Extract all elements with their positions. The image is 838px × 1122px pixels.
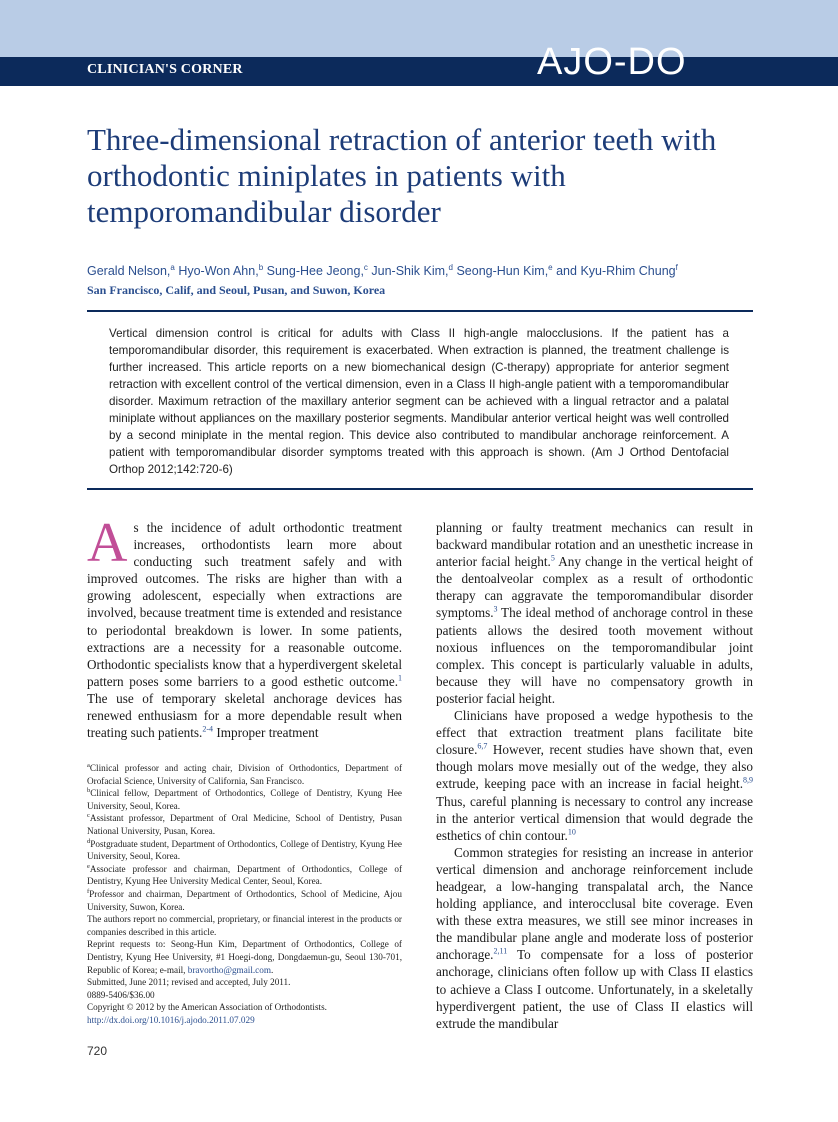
footnote [87,762,402,787]
paragraph-text: Common strategies for resisting an increase in anterior vertical dimension and anchorage reinforcement include headgear, a low-hanging transpalatal arch, the Nance holding appliance, and interocclusal bite coverage. Even with these extra measures, we still see minor increases in the mandibular plane angle and moderate loss of posterior anchorage. [436,844,753,963]
author-list [87,264,787,278]
footnote [87,787,402,812]
footnote-mark: b [87,787,91,795]
footnote [87,838,402,863]
body-paragraph [87,512,402,741]
paragraph-text: s the incidence of adult orthodontic treatment increases, orthodontists learn more about conducting such treatment safely and with improved outcomes. The risks are higher than with a growing adolescent, especially when extractions are involved, because treatment time is extended and resistance to periodontal breakdown is lower. In some patients, extractions are a necessity for a reasonable outcome. Orthodontic specialists know that a hyperdivergent skeletal pattern poses some barriers to a good esthetic outcome. [87,520,402,689]
copyright-notice: Copyright © 2012 by the American Association of Orthodontists. [87,1002,327,1013]
body-paragraph [436,844,753,1032]
footnote-text: Assistant professor, Department of Oral Medicine, School of Dentistry, Pusan National University, Pusan, Korea. [87,813,402,836]
footnote-mark: f [87,887,90,895]
email-link[interactable]: bravortho@gmail.com [187,964,271,975]
author-affil-mark: f [675,262,678,272]
reprint-text: . [271,964,274,975]
paragraph-text: Thus, careful planning is necessary to control any increase in the anterior vertical dimension that would degrade the esthetics of chin contour. [436,793,753,843]
article-title: Three-dimensional retraction of anterior teeth with orthodontic miniplates in patients with temporomandibular disorder [87,122,717,229]
reference-link[interactable]: 2,11 [493,946,508,956]
author-affil-mark: b [258,262,264,272]
page-number: 720 [87,1044,108,1058]
section-label: CLINICIAN'S CORNER [87,62,243,77]
footnote [87,888,402,913]
header-top-band [0,0,838,57]
footnote-text: Postgraduate student, Department of Orthodontics, College of Dentistry, Kyung Hee University, Seoul, Korea. [87,838,402,862]
reprint-text: Reprint requests to: Seong-Hun Kim, Department of Orthodontics, College of Dentistry, Kyung Hee University, #1 Hoegi-dong, Dongdaemun-gu, Seoul 130-701, Republic of Korea; e-mail, [87,939,402,975]
footnote-mark: a [87,761,90,769]
footnote-mark: d [87,837,91,845]
paragraph-text: Any change in the vertical height of the dentoalveolar complex as a result of orthodontic therapy can aggravate the temporomandibular disorder symptoms. [436,554,753,621]
reference-link[interactable]: 3 [493,605,498,615]
footnote-text: Professor and chairman, Department of Orthodontics, School of Medicine, Ajou University, Suwon, Korea. [87,888,402,912]
footnote-text: Clinical fellow, Department of Orthodontics, College of Dentistry, Kyung Hee University, Seoul, Korea. [87,788,402,811]
paragraph-text: planning or faulty treatment mechanics can result in backward mandibular rotation and an unesthetic increase in anterior facial height. [436,520,753,570]
body-column-right [436,519,753,1032]
paragraph-text: Improper treatment [213,725,319,741]
author-locations: San Francisco, Calif, and Seoul, Pusan, and Suwon, Korea [87,283,386,297]
author-name: Hyo-Won Ahn, [178,264,259,278]
reference-link[interactable]: 1 [398,673,402,683]
paragraph-text: However, recent studies have shown that, even though molars move mesially out of the wedge, they also extrude, keeping pace with an increase in facial height. [436,742,753,792]
body-column-left [87,512,402,741]
footnote-mark: e [87,862,90,870]
paragraph-text: The use of temporary skeletal anchorage devices has renewed enthusiasm for a more dependable result when treating such patients. [87,690,402,741]
author-affil-mark: d [448,262,453,272]
author-name: Gerald Nelson, [87,264,171,278]
doi-link[interactable]: http://dx.doi.org/10.1016/j.ajodo.2011.07.029 [87,1014,255,1025]
body-paragraph [436,707,753,844]
drop-cap: A [87,512,128,574]
footnotes [87,762,402,1026]
abstract-top-rule [87,310,753,312]
author-name: Seong-Hun Kim, [456,264,549,278]
reference-link[interactable]: 10 [567,827,576,837]
author-name: Jun-Shik Kim, [371,264,449,278]
footnote [87,863,402,888]
paragraph-text: To compensate for a loss of posterior anchorage, clinicians often follow up with Class II elastics to achieve a Class I outcome. Unfortunately, in a skeletally hyperdivergent patient, the use of Class II elastics will extrude the mandibular [436,947,753,1031]
author-affil-mark: a [170,262,175,272]
reference-link[interactable]: 6,7 [477,741,488,751]
footnote-mark: c [87,812,90,820]
reprint-note [87,938,402,976]
author-name: and Kyu-Rhim Chung [556,264,676,278]
author-name: Sung-Hee Jeong, [266,264,364,278]
disclosure-note: The authors report no commercial, proprietary, or financial interest in the products or companies described in this article. [87,914,402,937]
reference-link[interactable]: 5 [550,553,555,563]
paragraph-text: Clinicians have proposed a wedge hypothesis to the effect that extraction treatment plans facilitate bite closure. [436,708,753,758]
footnote-text: Clinical professor and acting chair, Division of Orthodontics, Department of Orofacial Science, University of California, San Francisco. [87,763,402,786]
footnote-text: Associate professor and chairman, Department of Orthodontics, College of Dentistry, Kyung Hee University Medical Center, Seoul, Korea. [87,863,402,887]
issn-price: 0889-5406/$36.00 [87,989,155,1000]
abstract-bottom-rule [87,488,753,490]
author-affil-mark: e [548,262,553,272]
submission-dates: Submitted, June 2011; revised and accepted, July 2011. [87,977,291,988]
reference-link[interactable]: 8,9 [743,776,753,786]
footnote [87,812,402,837]
abstract: Vertical dimension control is critical for adults with Class II high-angle malocclusions. If the patient has a temporomandibular disorder, this requirement is exacerbated. When extraction is planned, the treatment challenge is further increased. This article reports on a new biomechanical design (C-therapy) appropriate for anterior segment retraction with excellent control of the vertical dimension, even in a Class II high-angle patient with a temporomandibular disorder. Maximum retraction of the maxillary anterior segment can be achieved with a lingual retractor and a palatal miniplate without appliances on the maxillary posterior segments. Mandibular anterior vertical height was well controlled by a second miniplate in the mental region. This device also contributed to mandibular anchorage reinforcement. A patient with temporomandibular disorder symptoms treated with this approach is shown. (Am J Orthod Dentofacial Orthop 2012;142:720-6) [109,327,729,476]
journal-logo: AJO-DO [537,41,687,83]
author-affil-mark: c [363,262,368,272]
body-paragraph [436,519,753,707]
paragraph-text: The ideal method of anchorage control in these patients allows the desired tooth movement without noxious influences on the temporomandibular joint complex. This concept is particularly valuable in adults, because they will have no compensatory growth in posterior facial height. [436,605,753,706]
reference-link[interactable]: 2-4 [202,724,214,734]
